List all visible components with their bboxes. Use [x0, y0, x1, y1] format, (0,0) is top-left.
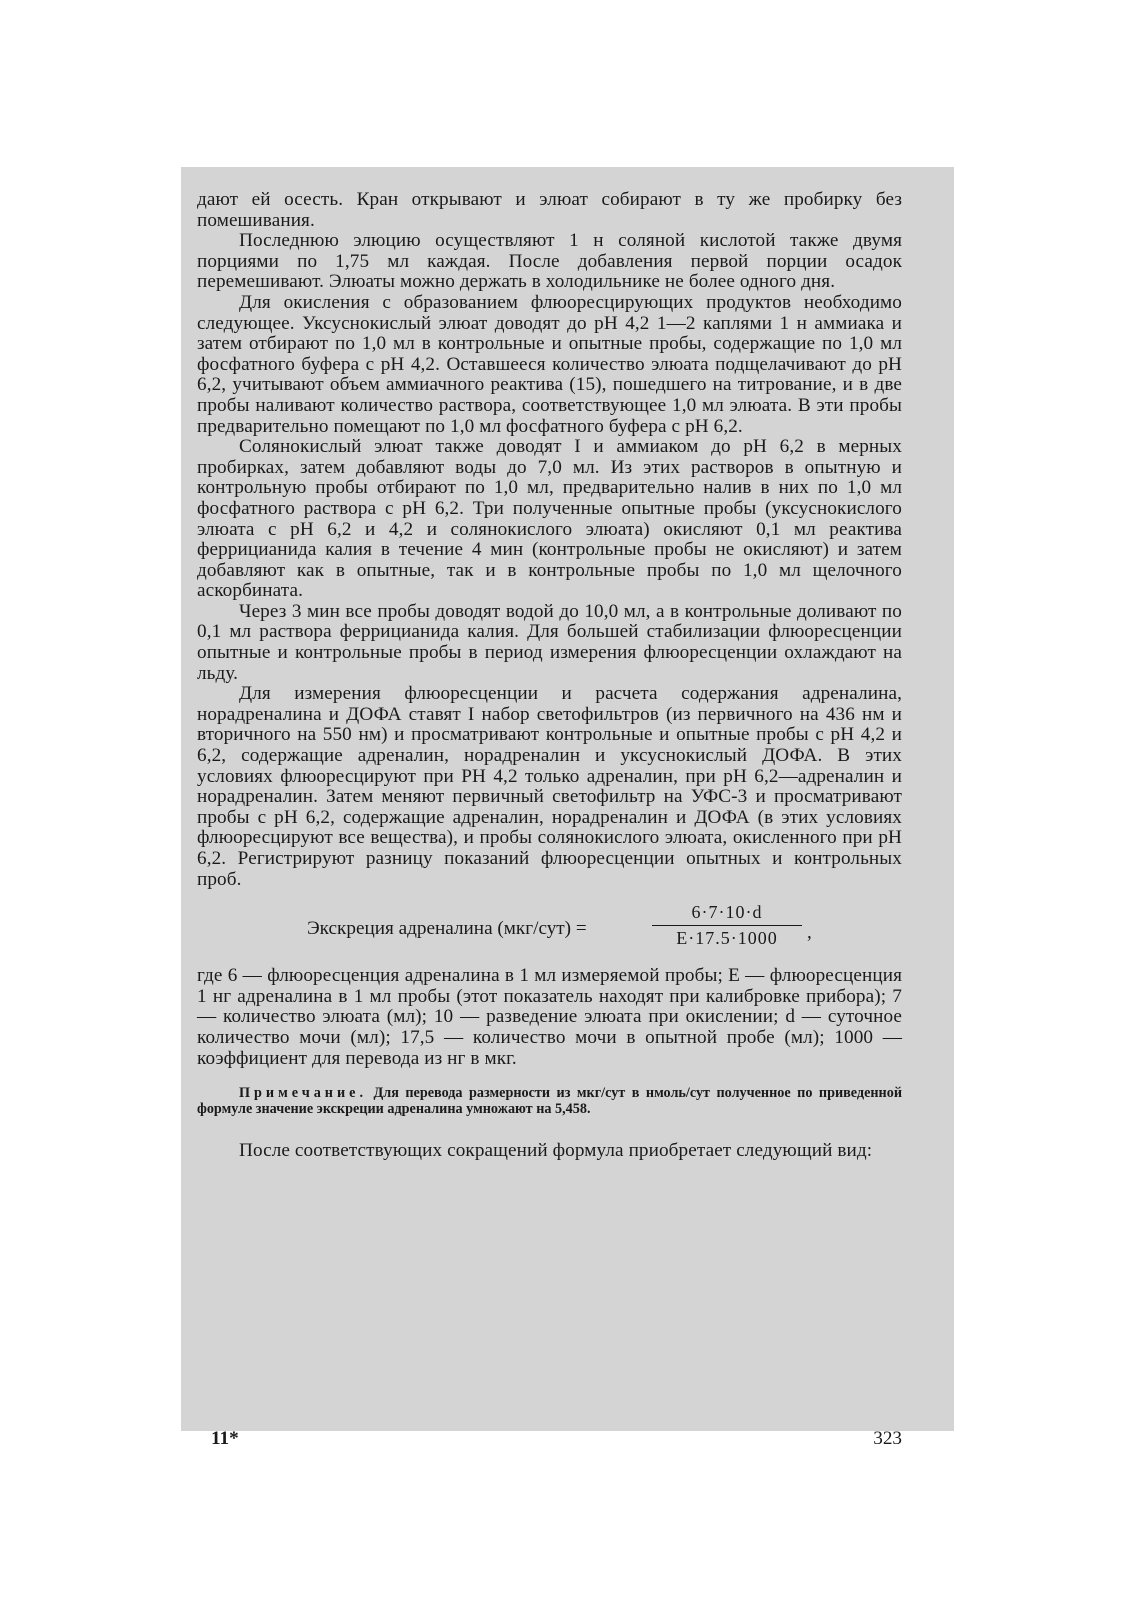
formula-explanation: где 6 — флюоресценция адреналина в 1 мл измеряемой пробы; E — флюоресценция 1 нг адреналина в 1 мл пробы (этот показатель находят при калибровке прибора); 7 — количество элюата (мл); 10 — разведение элюата при окислении; d — суточное количество мочи (мл); 17,5 — количество мочи в опытной пробе (мл); 1000 — коэффициент для перевода из нг в мкг.: [197, 965, 902, 1069]
paragraph-6: Для измерения флюоресценции и расчета содержания адреналина, норадреналина и ДОФА ставят I набор светофильтров (из первичного на 436 нм и вторичного на 550 нм) и просматривают контрольные и опытные пробы с pH 4,2 и 6,2, содержащие адреналин, норадреналин и уксуснокислый ДОФА. В этих условиях флюоресцируют при PH 4,2 только адреналин, при pH 6,2—адреналин и норадреналин. Затем меняют первичный светофильтр на УФС-3 и просматривают пробы с pH 6,2, содержащие адреналин, норадреналин и ДОФА (в этих условиях флюоресцируют все вещества), и пробы солянокислого элюата, окисленного при pH 6,2. Регистрируют разницу показаний флюоресценции опытных и контрольных проб.: [197, 683, 902, 890]
after-note-paragraph: После соответствующих сокращений формула приобретает следующий вид:: [239, 1140, 873, 1162]
book-page: [181, 167, 954, 1449]
page-footer: [197, 1428, 902, 1458]
paragraph-4: Солянокислый элюат также доводят I и аммиаком до pH 6,2 в мерных пробирках, затем добавляют воды до 7,0 мл. Из этих растворов в опытную и контрольную пробы отбирают по 1,0 мл, предварительно налив в них по 1,0 мл фосфатного раствора с pH 6,2. Три полученные опытные пробы (уксуснокислого элюата с pH 6,2 и 4,2 и солянокислого элюата) окисляют 0,1 мл реактива феррицианида калия в течение 4 мин (контрольные пробы не окисляют) и затем добавляют как в опытные, так и в контрольные пробы по 1,0 мл щелочного аскорбината.: [197, 436, 902, 602]
formula-trailing: ,: [807, 922, 812, 944]
note-label: Примечание.: [239, 1085, 367, 1102]
formula-numerator: 6·7·10·d: [691, 902, 763, 923]
paragraph-1: дают ей осесть. Кран открывают и элюат собирают в ту же пробирку без помешивания.: [197, 189, 902, 231]
formula-fraction: [652, 902, 802, 949]
formula-denominator: E·17.5·1000: [676, 928, 778, 949]
note-text: Для перевода размерности из мкг/сут в нмоль/сут полученное по приведенной формуле значение экскреции адреналина умножают на 5,458.: [197, 1085, 902, 1118]
paragraph-5: Через 3 мин все пробы доводят водой до 10,0 мл, а в контрольные доливают по 0,1 мл раствора феррицианида калия. Для большей стабилизации флюоресценции опытные и контрольные пробы в период измерения флюоресценции охлаждают на льду.: [197, 600, 902, 684]
signature-mark: 11*: [211, 1428, 239, 1449]
formula-lhs: Экскреция адреналина (мкг/сут) =: [307, 918, 587, 940]
paragraph-2: Последнюю элюцию осуществляют 1 н соляной кислотой также двумя порциями по 1,75 мл каждая. После добавления первой порции осадок перемешивают. Элюаты можно держать в холодильнике не более одного дня.: [197, 230, 902, 293]
page-number: 323: [873, 1428, 902, 1449]
excretion-formula: [197, 900, 902, 960]
fraction-bar: [652, 925, 802, 926]
note: [197, 1085, 902, 1117]
paragraph-3: Для окисления с образованием флюоресцирующих продуктов необходимо следующее. Уксуснокислый элюат доводят до pH 4,2 1—2 каплями 1 н аммиака и затем отбирают по 1,0 мл в контрольные и опытные пробы, содержащие по 1,0 мл фосфатного буфера с pH 4,2. Оставшееся количество элюата подщелачивают до pH 6,2, учитывают объем аммиачного реактива (15), пошедшего на титрование, и в две пробы наливают количество раствора, соответствующее 1,0 мл элюата. В эти пробы предварительно помещают по 1,0 мл фосфатного буфера с pH 6,2.: [197, 291, 902, 437]
